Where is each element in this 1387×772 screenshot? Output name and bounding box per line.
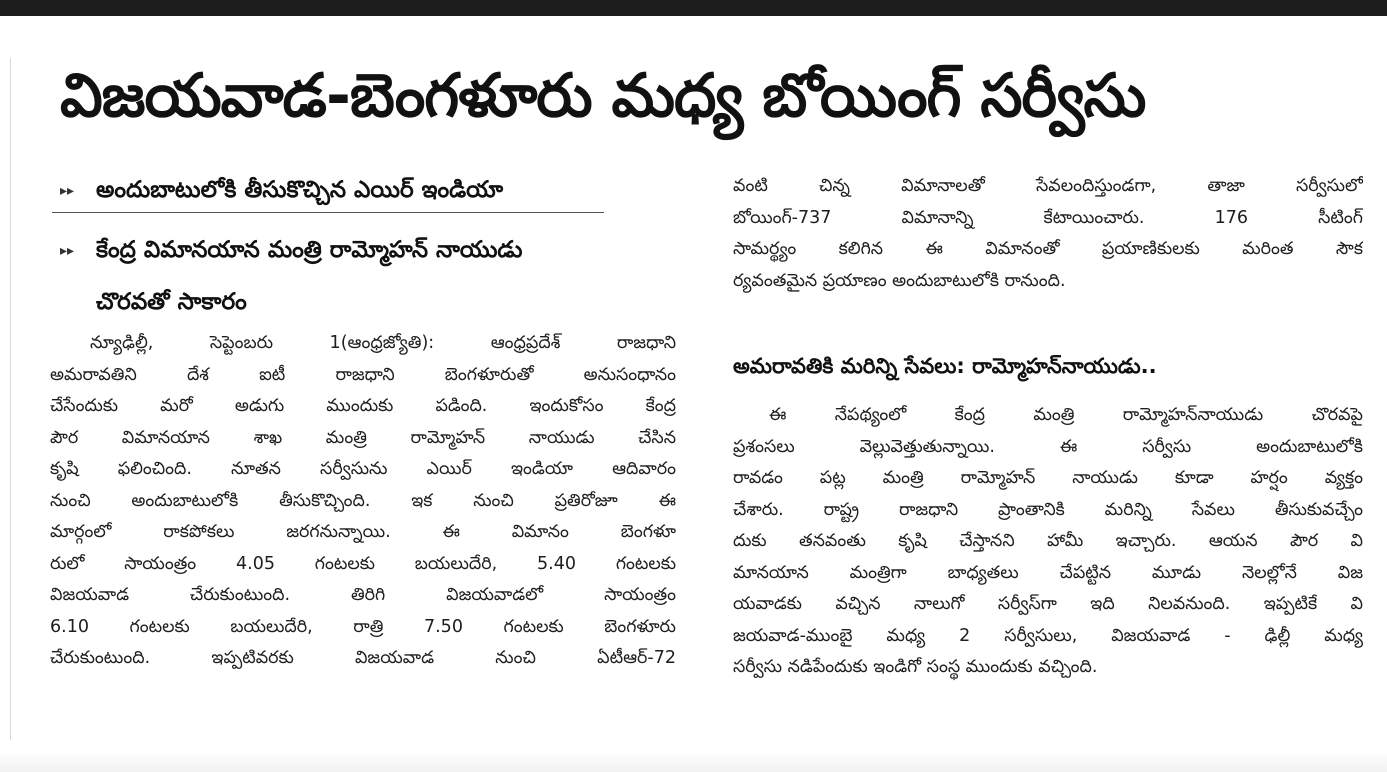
body-line: సర్వీసు నడిపేందుకు ఇండిగో సంస్థ ముందుకు వచ్చింది. (733, 657, 1098, 677)
body-line: రావడం పట్ల మంత్రి రామ్మోహన్ నాయుడు కూడా హర్షం వ్యక్తం (733, 468, 1363, 488)
body-line: విజయవాడ చేరుకుంటుంది. తిరిగి విజయవాడలో సాయంత్రం (50, 585, 676, 605)
body-line: అమరావతిని దేశ ఐటీ రాజధాని బెంగళూరుతో అనుసంధానం (50, 364, 676, 385)
body-line: నుంచి అందుబాటులోకి తీసుకొచ్చింది. ఇక నుంచి ప్రతిరోజూ ఈ (50, 490, 676, 511)
subheading-text: కేంద్ర విమానయాన మంత్రి రామ్మోహన్ నాయుడు (96, 237, 523, 263)
body-line: రులో సాయంత్రం 4.05 గంటలకు బయలుదేరి, 5.40 గంటలకు (50, 553, 676, 574)
subheading-2-continued (96, 285, 247, 319)
subheading-divider (52, 212, 604, 213)
body-line: మార్గంలో రాకపోకలు జరగనున్నాయి. ఈ విమానం బెంగళూ (50, 522, 676, 542)
article-column-2-top (733, 171, 1363, 297)
subheading-1 (60, 173, 503, 208)
left-column-rule (10, 58, 11, 740)
body-line: పౌర విమానయాన శాఖ మంత్రి రామ్మోహన్ నాయుడు చేసిన (50, 427, 676, 448)
body-line: కృషి ఫలించింది. నూతన సర్వీసును ఎయిర్ ఇండియా ఆదివారం (50, 459, 676, 479)
subheading-text: అందుబాటులోకి తీసుకొచ్చిన ఎయిర్ ఇండియా (96, 177, 504, 203)
article-headline: విజయవాడ-బెంగళూరు మధ్య బోయింగ్ సర్వీసు (60, 61, 1146, 131)
body-line: జయవాడ-ముంబై మధ్య 2 సర్వీసులు, విజయవాడ - ఢిల్లీ మధ్య (733, 625, 1363, 646)
bottom-shade (0, 752, 1387, 772)
section-subheading: అమరావతికి మరిన్ని సేవలు: రామ్మోహన్‌నాయుడు.. (733, 354, 1157, 378)
article-column-1 (50, 328, 676, 675)
subheading-2 (60, 233, 522, 268)
body-line: చేసేందుకు మరో అడుగు ముందుకు పడింది. ఇందుకోసం కేంద్ర (50, 396, 676, 416)
body-line: మానయాన మంత్రిగా బాధ్యతలు చేపట్టిన మూడు నెలల్లోనే విజ (733, 562, 1363, 583)
double-arrow-bullet-icon: ▸▸ (60, 182, 75, 199)
double-arrow-bullet-icon: ▸▸ (60, 242, 75, 259)
body-line: ఈ నేపథ్యంలో కేంద్ర మంత్రి రామ్మోహన్‌నాయుడు చొరవపై (769, 405, 1363, 425)
article-column-2-bottom (733, 400, 1363, 684)
body-line: ర్యవంతమైన ప్రయాణం అందుబాటులోకి రానుంది. (733, 270, 1066, 291)
body-line: యవాడకు వచ్చిన నాలుగో సర్వీస్‌గా ఇది నిలవనుంది. ఇప్పటికే వి (733, 594, 1363, 614)
top-border-bar (0, 0, 1387, 16)
subheading-text: చొరవతో సాకారం (96, 289, 247, 315)
body-line: బోయింగ్-737 విమానాన్ని కేటాయించారు. 176 సీటింగ్ (733, 207, 1363, 228)
body-line: సామర్థ్యం కలిగిన ఈ విమానంతో ప్రయాణికులకు మరింత సౌక (733, 239, 1363, 259)
body-line: న్యూఢిల్లీ, సెప్టెంబరు 1(ఆంధ్రజ్యోతి): ఆంధ్రప్రదేశ్ రాజధాని (90, 333, 676, 353)
body-line: ప్రశంసలు వెల్లువెత్తుతున్నాయి. ఈ సర్వీసు అందుబాటులోకి (733, 436, 1363, 457)
body-line: చేరుకుంటుంది. ఇప్పటివరకు విజయవాడ నుంచి ఏటీఆర్-72 (50, 648, 676, 668)
body-line: 6.10 గంటలకు బయలుదేరి, రాత్రి 7.50 గంటలకు బెంగళూరు (50, 616, 676, 637)
body-line: దుకు తనవంతు కృషి చేస్తానని హామీ ఇచ్చారు. ఆయన పౌర వి (733, 531, 1363, 551)
body-line: వంటి చిన్న విమానాలతో సేవలందిస్తుండగా, తాజా సర్వీసులో (733, 176, 1363, 196)
body-line: చేశారు. రాష్ట్ర రాజధాని ప్రాంతానికి మరిన్ని సేవలు తీసుకువచ్చేం (733, 499, 1363, 520)
